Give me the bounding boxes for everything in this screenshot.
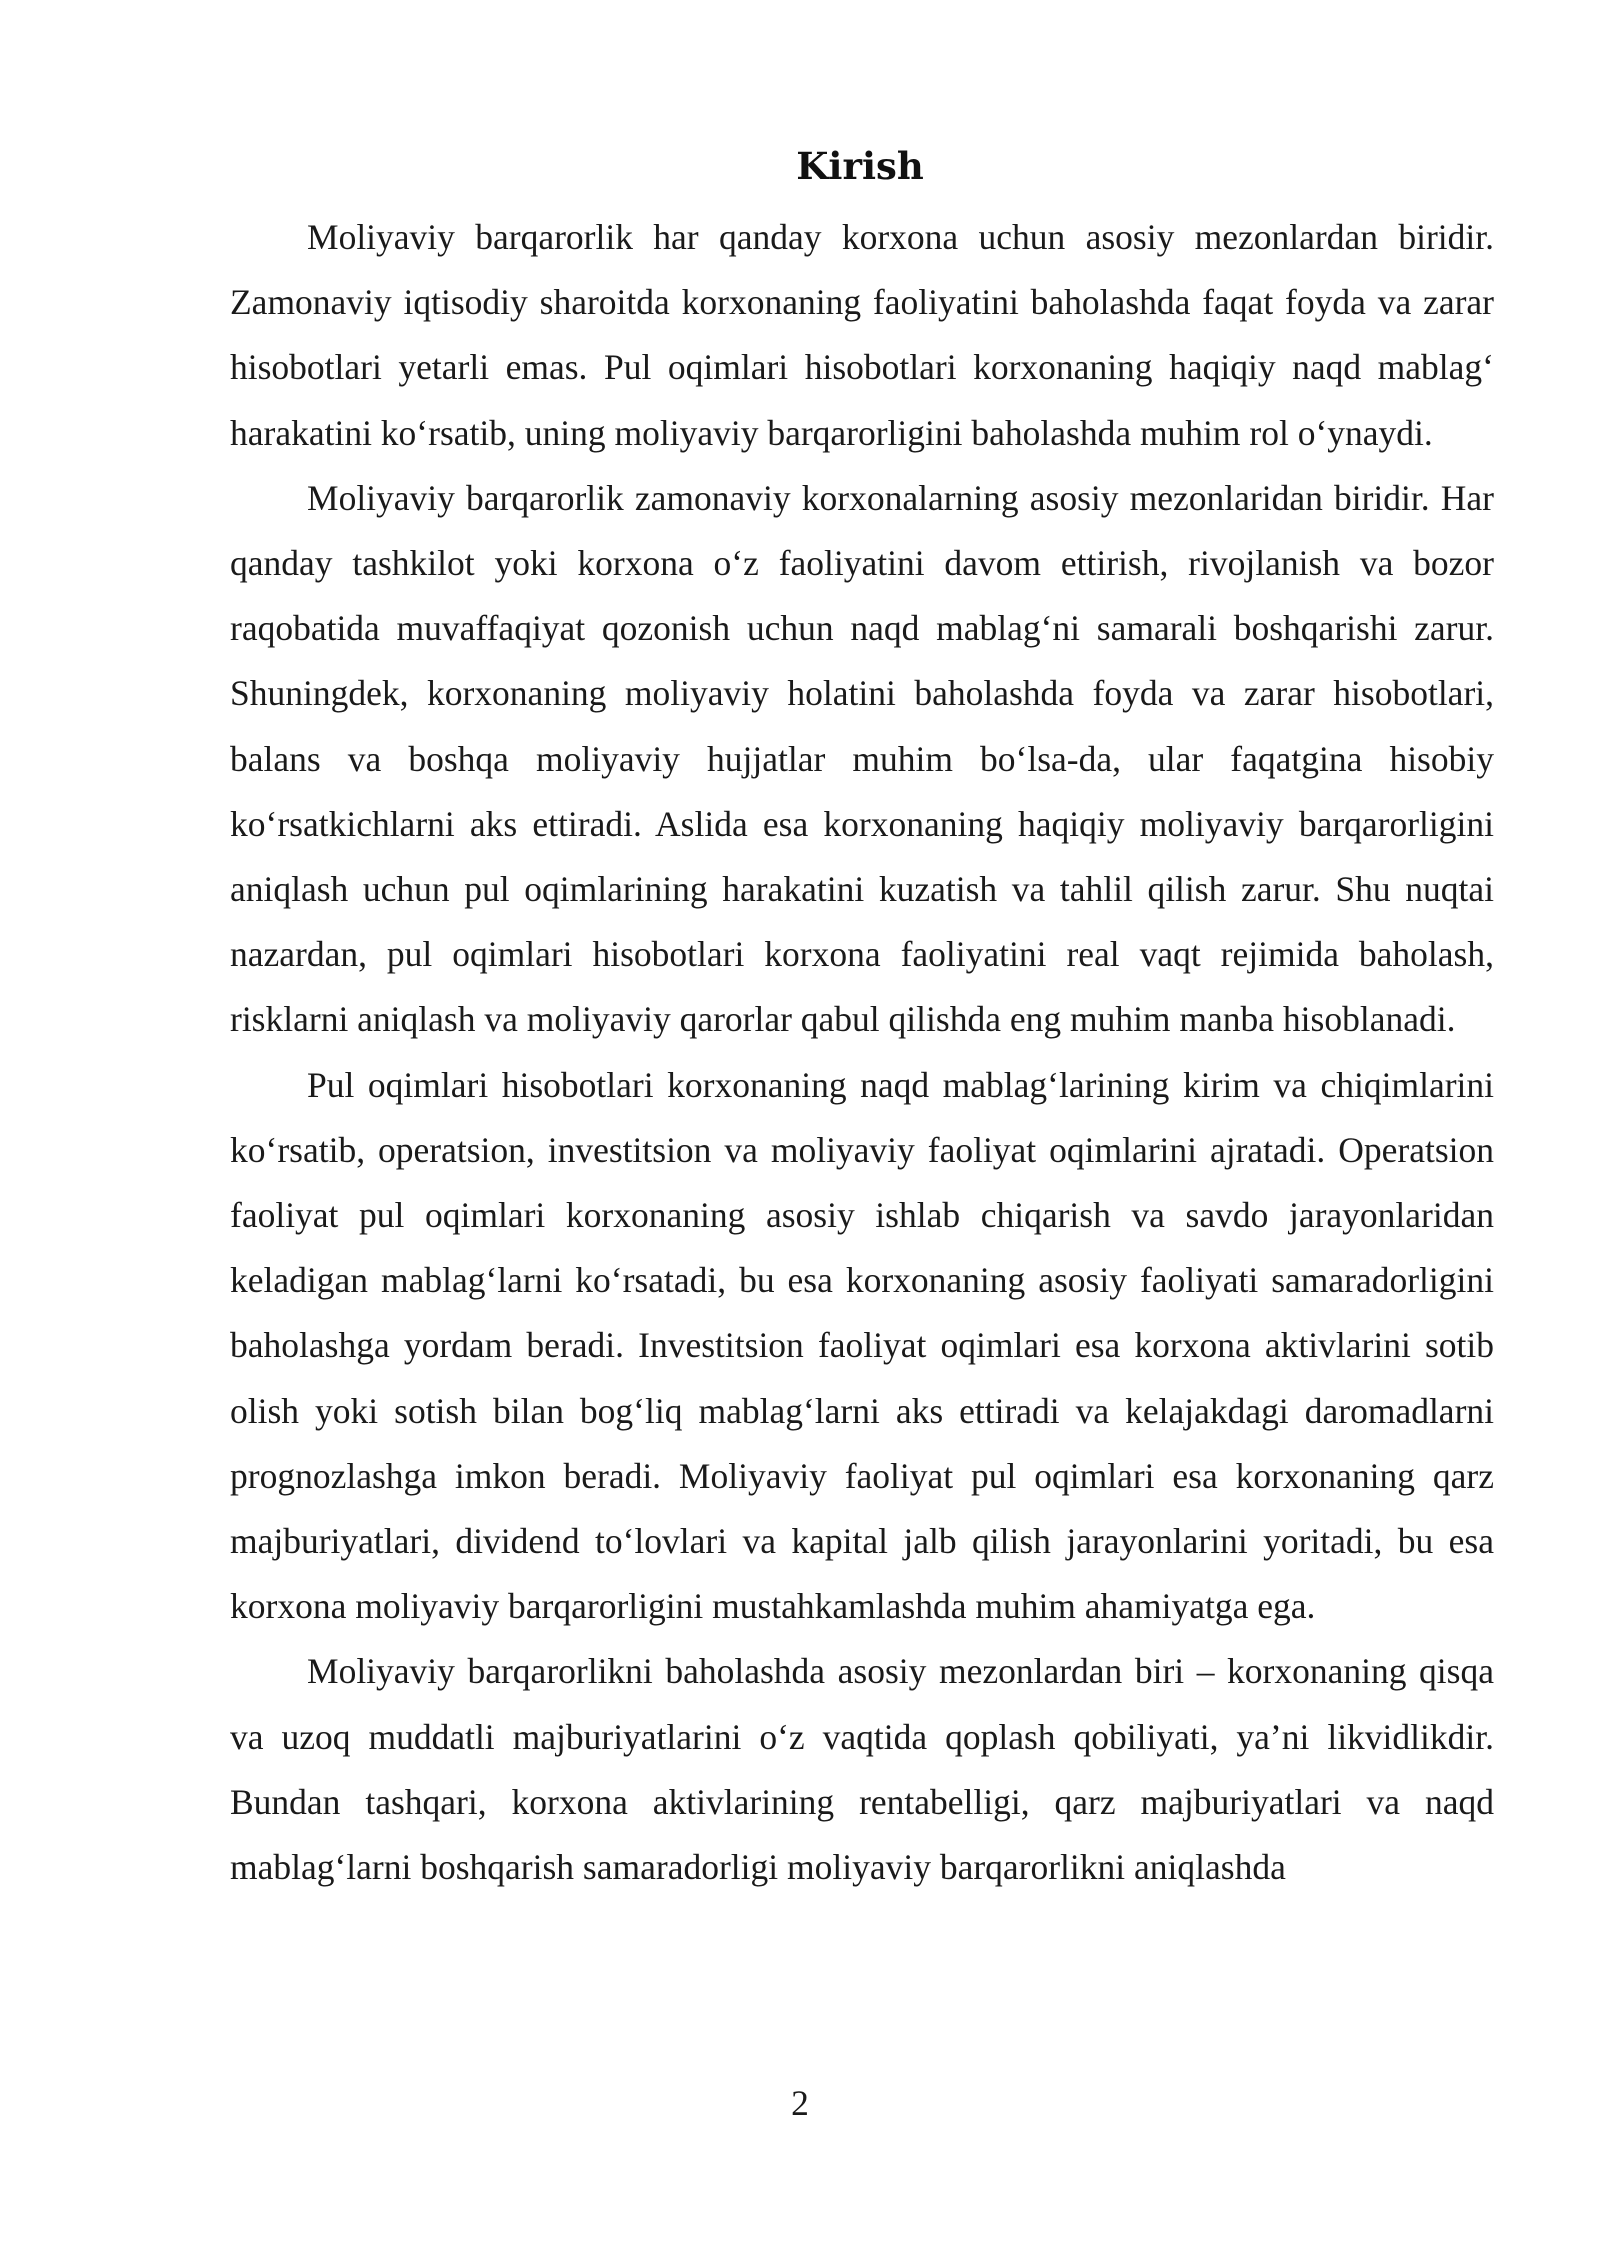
section-heading: Kirish bbox=[796, 144, 924, 188]
paragraph: Pul oqimlari hisobotlari korxonaning naqd mablag‘larining kirim va chiqimlarini ko‘rsatib, operatsion, investitsion va moliyaviy faoliyat oqimlarini ajratadi. Operatsion faoliyat pul oqimlari korxonaning asosiy ishlab chiqarish va savdo jarayonlaridan keladigan mablag‘larni ko‘rsatadi, bu esa korxonaning asosiy faoliyati samaradorligini baholashga yordam beradi. Investitsion faoliyat oqimlari esa korxona aktivlarini sotib olish yoki sotish bilan bog‘liq mablag‘larni aks ettiradi va kelajakdagi daromadlarni prognozlashga imkon beradi. Moliyaviy faoliyat pul oqimlari esa korxonaning qarz majburiyatlari, dividend to‘lovlari va kapital jalb qilish jarayonlarini yoritadi, bu esa korxona moliyaviy barqarorligini mustahkamlashda muhim ahamiyatga ega. bbox=[230, 1064, 1494, 1627]
paragraph: Moliyaviy barqarorlikni baholashda asosiy mezonlardan biri – korxonaning qisqa va uzoq muddatli majburiyatlarini o‘z vaqtida qoplash qobiliyati, ya’ni likvidlikdir. Bundan tashqari, korxona aktivlarining rentabelligi, qarz majburiyatlari va naqd mablag‘larni boshqarish samaradorligi moliyaviy barqarorlikni aniqlashda bbox=[230, 1651, 1494, 1888]
body-text bbox=[230, 205, 1494, 1900]
paragraph: Moliyaviy barqarorlik zamonaviy korxonalarning asosiy mezonlaridan biridir. Har qanday tashkilot yoki korxona o‘z faoliyatini davom ettirish, rivojlanish va bozor raqobatida muvaffaqiyat qozonish uchun naqd mablag‘ni samarali boshqarishi zarur. Shuningdek, korxonaning moliyaviy holatini baholashda foyda va zarar hisobotlari, balans va boshqa moliyaviy hujjatlar muhim bo‘lsa-da, ular faqatgina hisobiy ko‘rsatkichlarni aks ettiradi. Aslida esa korxonaning haqiqiy moliyaviy barqarorligini aniqlash uchun pul oqimlarining harakatini kuzatish va tahlil qilish zarur. Shu nuqtai nazardan, pul oqimlari hisobotlari korxona faoliyatini real vaqt rejimida baholash, risklarni aniqlash va moliyaviy qarorlar qabul qilishda eng muhim manba hisoblanadi. bbox=[230, 477, 1494, 1040]
page-number: 2 bbox=[791, 2083, 809, 2123]
paragraph: Moliyaviy barqarorlik har qanday korxona uchun asosiy mezonlardan biridir. Zamonaviy iqtisodiy sharoitda korxonaning faoliyatini baholashda faqat foyda va zarar hisobotlari yetarli emas. Pul oqimlari hisobotlari korxonaning haqiqiy naqd mablag‘ harakatini ko‘rsatib, uning moliyaviy barqarorligini baholashda muhim rol o‘ynaydi. bbox=[230, 217, 1494, 453]
